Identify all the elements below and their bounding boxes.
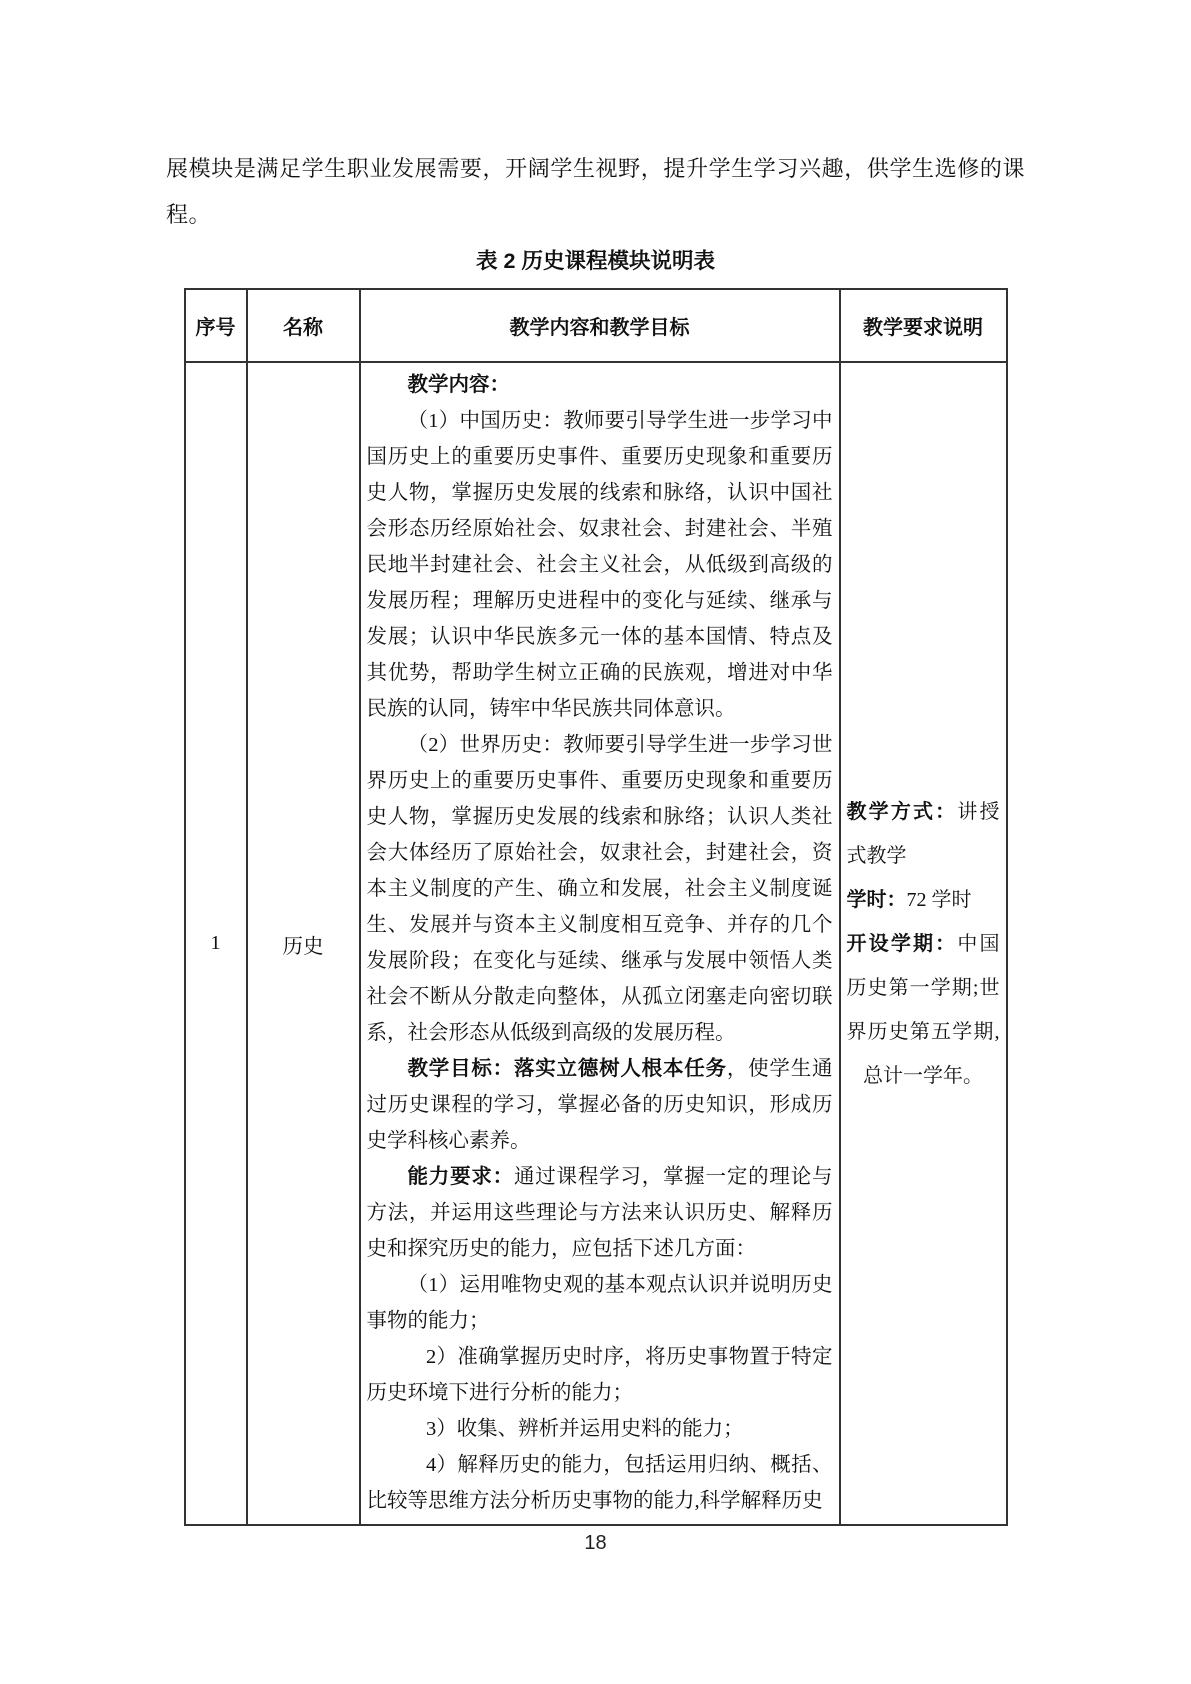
class-hours [847, 878, 1000, 922]
teaching-goal-text: ，使学生通过历史课程的学习，掌握必备的历史知识，形成历史学科核心素养。 [366, 1058, 833, 1152]
teaching-method [847, 790, 1000, 878]
row-requirements-cell [840, 362, 1007, 1525]
teaching-method-value: 讲授式教学 [846, 800, 1000, 867]
offering-semester-value: 中国历史第一学期;世界历史第五学期,总计一学年。 [846, 932, 1000, 1087]
ability-requirements-text: 通过课程学习，掌握一定的理论与方法，并运用这些理论与方法来认识历史、解释历史和探究历史的能力，应包括下述几方面： [366, 1166, 833, 1260]
header-index: 序号 [185, 289, 247, 362]
table-header-row [185, 289, 1007, 362]
ability-item-4: 4）解释历史的能力，包括运用归纳、概括、比较等思维方法分析历史事物的能力,科学解释历史 [366, 1454, 833, 1512]
ability-requirements-label: 能力要求： [407, 1165, 514, 1188]
intro-paragraph: 展模块是满足学生职业发展需要，开阔学生视野，提升学生学习兴趣，供学生选修的课程。 [166, 156, 1025, 227]
paragraph-ability-requirements [367, 1159, 833, 1267]
page-number: 18 [584, 1532, 607, 1554]
paragraph-china-history: （1）中国历史：教师要引导学生进一步学习中国历史上的重要历史事件、重要历史现象和重要历史人物，掌握历史发展的线索和脉络，认识中国社会形态历经原始社会、奴隶社会、封建社会、半殖民地半封建社会、社会主义社会，从低级到高级的发展历程；理解历史进程中的变化与延续、继承与发展；认识中华民族多元一体的基本国情、特点及其优势，帮助学生树立正确的民族观，增进对中华民族的认同，铸牢中华民族共同体意识。 [366, 410, 833, 720]
offering-semester-label: 开设学期： [846, 932, 958, 955]
header-name: 名称 [247, 289, 360, 362]
table-title: 表 2 历史课程模块说明表 [476, 249, 715, 273]
paragraph-teaching-goal [367, 1051, 833, 1159]
content-text-block [367, 367, 833, 1519]
ability-item-1: （1）运用唯物史观的基本观点认识并说明历史事物的能力； [366, 1274, 833, 1332]
header-requirements: 教学要求说明 [840, 289, 1007, 362]
row-index-cell: 1 [185, 362, 247, 1525]
header-content-objectives: 教学内容和教学目标 [360, 289, 840, 362]
teaching-method-label: 教学方式： [846, 800, 958, 823]
ability-item-2: 2）准确掌握历史时序，将历史事物置于特定历史环境下进行分析的能力； [366, 1346, 833, 1404]
content-heading [367, 367, 833, 403]
table-row [185, 362, 1007, 1525]
offering-semester [847, 922, 1000, 1098]
class-hours-label: 学时： [846, 888, 907, 911]
row-name-cell: 历史 [247, 362, 360, 1525]
content-heading-label: 教学内容： [407, 373, 510, 396]
ability-item-3: 3）收集、辨析并运用史料的能力； [425, 1418, 744, 1440]
teaching-goal-label: 教学目标：落实立德树人根本任务 [407, 1057, 727, 1080]
paragraph-world-history: （2）世界历史：教师要引导学生进一步学习世界历史上的重要历史事件、重要历史现象和重要历史人物，掌握历史发展的线索和脉络；认识人类社会大体经历了原始社会，奴隶社会，封建社会，资本主义制度的产生、确立和发展，社会主义制度诞生、发展并与资本主义制度相互竞争、并存的几个发展阶段；在变化与延续、继承与发展中领悟人类社会不断从分散走向整体，从孤立闭塞走向密切联系，社会形态从低级到高级的发展历程。 [366, 734, 833, 1044]
class-hours-value: 72 学时 [906, 888, 972, 911]
row-content-cell [360, 362, 840, 1525]
course-module-table [184, 288, 1008, 1526]
